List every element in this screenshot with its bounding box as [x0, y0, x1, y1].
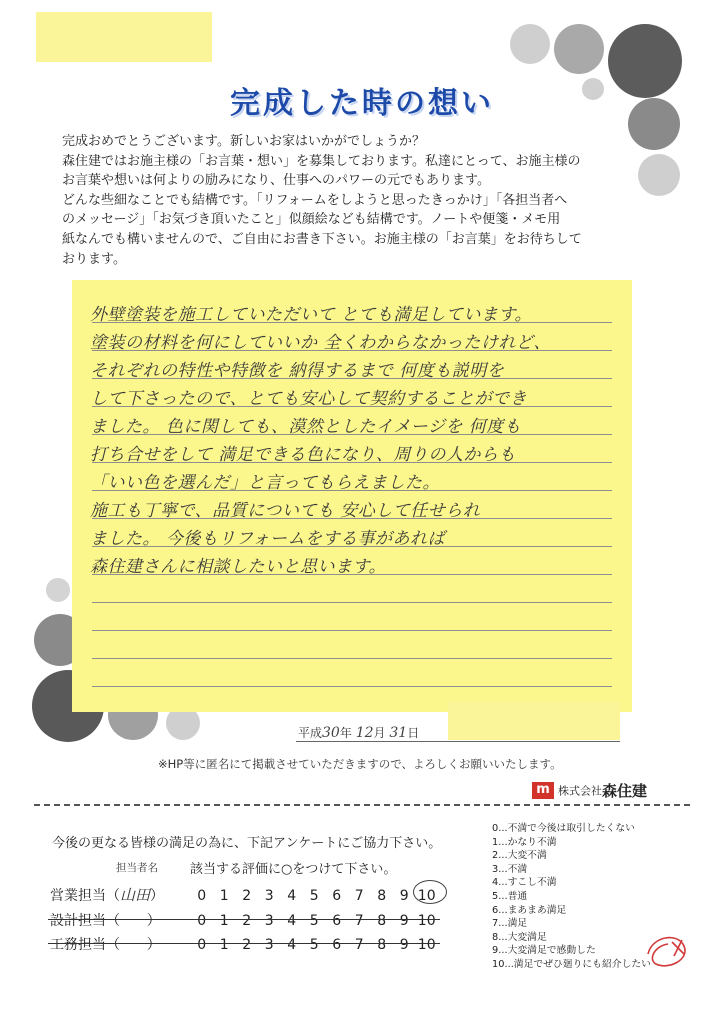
date-day: 31: [389, 725, 408, 741]
rating-scale: [186, 888, 438, 904]
intro-text: [62, 132, 674, 269]
legend-item: 10...満足でぜひ廻りにも紹介したい: [492, 958, 651, 970]
message-line: して下さったので、とても安心して契約することができ: [90, 389, 528, 409]
rating-option[interactable]: 3: [264, 888, 274, 904]
legend-item: 3...不満: [492, 863, 528, 875]
rating-option[interactable]: 4: [287, 937, 297, 953]
rating-scale: [186, 937, 438, 953]
intro-line: 完成おめでとうございます。新しいお家はいかがでしょうか？: [62, 134, 425, 149]
legend-item: 9...大変満足で感動した: [492, 945, 596, 957]
staff-name-field[interactable]: [106, 910, 186, 930]
rating-option[interactable]: 4: [287, 888, 297, 904]
legend-item: 2...大変不満: [492, 850, 547, 862]
date-era: 平成: [298, 726, 323, 740]
rating-option[interactable]: 9: [399, 913, 409, 929]
decor-circle: [46, 578, 70, 602]
rating-option[interactable]: 0: [197, 937, 207, 953]
survey-row-construction: [50, 934, 438, 954]
redacted-name-top: [36, 12, 212, 62]
legend-item: 1...かなり不満: [492, 836, 557, 848]
rating-option[interactable]: 5: [309, 913, 319, 929]
rating-option[interactable]: 5: [309, 888, 319, 904]
date-year: 30: [322, 725, 340, 741]
ruled-line: [92, 602, 612, 603]
rating-option[interactable]: 8: [377, 888, 387, 904]
rating-option[interactable]: 8: [377, 937, 387, 953]
rating-option[interactable]: 6: [332, 888, 342, 904]
date-day-unit: 日: [407, 726, 420, 740]
date-underline: [296, 741, 620, 742]
rating-option[interactable]: 4: [287, 913, 297, 929]
rating-option[interactable]: 2: [242, 888, 252, 904]
company-prefix: 株式会社: [558, 784, 602, 798]
rating-option[interactable]: 8: [377, 913, 387, 929]
rating-option[interactable]: 1: [219, 913, 229, 929]
decor-circle: [510, 24, 550, 64]
rating-option[interactable]: 10: [417, 913, 436, 929]
survey-instruction: 該当する評価に○をつけて下さい。: [190, 862, 397, 877]
rating-legend: [492, 822, 651, 972]
rating-option-selected[interactable]: 10: [417, 888, 436, 904]
staff-name-field[interactable]: [106, 934, 186, 954]
survey-row-design: [50, 910, 438, 930]
row-label: 設計担当: [50, 913, 106, 929]
intro-line: おります。: [62, 251, 126, 267]
staff-name: 山田: [120, 886, 151, 904]
selected-rating-circle: [413, 880, 447, 904]
legend-item: 8...大変満足: [492, 931, 547, 943]
strikethrough-line: [48, 919, 440, 920]
rating-option[interactable]: 0: [197, 913, 207, 929]
rating-option[interactable]: 2: [242, 913, 252, 929]
company-logo-icon: m: [532, 782, 554, 799]
rating-option[interactable]: 7: [354, 937, 364, 953]
message-line: 森住建さんに相談したいと思います。: [90, 557, 387, 577]
rating-option[interactable]: 7: [354, 888, 364, 904]
message-line: 施工も丁寧で、品質についても 安心して任せられ: [90, 501, 481, 521]
ruled-line: [92, 658, 612, 659]
date-year-unit: 年: [339, 726, 352, 740]
message-line: 外壁塗装を施工していただいて とても満足しています。: [90, 305, 533, 325]
company-block: [532, 780, 647, 801]
survey-title: 今後の更なる皆様の満足の為に、下記アンケートにご協力下さい。: [52, 836, 442, 851]
message-line: それぞれの特性や特徴を 納得するまで 何度も説明を: [90, 361, 505, 381]
intro-line: 森住建ではお施主様の「お言葉・想い」を募集しております。私達にとって、お施主様の: [62, 153, 581, 169]
message-line: 塗装の材料を何にしていいか 全くわからなかったけれど、: [90, 333, 551, 353]
legend-item: 7...満足: [492, 918, 528, 930]
page-title: 完成した時の想い: [230, 86, 494, 121]
decor-circle: [554, 24, 604, 74]
legend-item: 5...普通: [492, 890, 528, 902]
anonymity-note: ※HP等に匿名にて掲載させていただきますので、よろしくお願いいたします。: [158, 757, 562, 771]
legend-item: 4...すこし不満: [492, 877, 557, 889]
legend-item: 6...まあまあ満足: [492, 904, 567, 916]
survey-row-sales: [50, 884, 438, 905]
rating-option[interactable]: 5: [309, 937, 319, 953]
redacted-name-suffix: [204, 42, 216, 59]
company-name: 森住建: [602, 782, 648, 800]
paren-close: ）: [146, 913, 161, 929]
intro-line: 紙なんでも構いませんので、ご自由にお書き下さい。お施主様の「お言葉」をお待ちして: [62, 231, 582, 247]
row-label: 工務担当: [50, 937, 106, 953]
rating-option[interactable]: 9: [399, 937, 409, 953]
paren-close: ）: [150, 888, 165, 904]
staff-name-header: 担当者名: [116, 862, 158, 874]
rating-option[interactable]: 6: [332, 937, 342, 953]
message-line: ました。 今後もリフォームをする事があれば: [90, 529, 446, 549]
message-line: 打ち合せをして 満足できる色になり、周りの人からも: [90, 445, 516, 465]
paren-open: （: [106, 888, 120, 904]
date-field: [298, 724, 419, 741]
ruled-line: [92, 630, 612, 631]
rating-option[interactable]: 7: [354, 913, 364, 929]
rating-option[interactable]: 2: [242, 937, 252, 953]
message-line: ました。 色に関しても、漠然としたイメージを 何度も: [90, 417, 522, 437]
row-label: 営業担当: [50, 888, 106, 904]
date-month-unit: 月: [373, 726, 386, 740]
rating-option[interactable]: 0: [197, 888, 207, 904]
rating-option[interactable]: 3: [264, 913, 274, 929]
paren-close: ）: [146, 937, 161, 953]
rating-scale: [186, 913, 438, 929]
ruled-line: [92, 686, 612, 687]
dashed-divider: [34, 804, 690, 806]
rating-option[interactable]: 1: [219, 937, 229, 953]
rating-option[interactable]: 9: [399, 888, 409, 904]
paren-open: （: [106, 913, 120, 929]
intro-line: お言葉や想いは何よりの励みになり、仕事へのパワーの元でもあります。: [62, 173, 490, 189]
date-month: 12: [355, 725, 374, 741]
rating-option[interactable]: 3: [264, 937, 274, 953]
legend-item: 0...不満で今後は取引したくない: [492, 823, 635, 834]
message-line: 「いい色を選んだ」と言ってもらえました。: [90, 473, 440, 493]
staff-name-field[interactable]: [106, 884, 186, 905]
rating-option[interactable]: 10: [417, 937, 436, 953]
strikethrough-line: [48, 943, 440, 944]
rating-option[interactable]: 6: [332, 913, 342, 929]
red-check-mark-icon: [638, 924, 696, 976]
rating-option[interactable]: 1: [219, 888, 229, 904]
intro-line: のメッセージ」「お気づき頂いたこと」似顔絵なども結構です。ノートや便箋・メモ用: [62, 212, 561, 228]
paren-open: （: [106, 937, 120, 953]
intro-line: どんな些細なことでも結構です。「リフォームをしようと思ったきっかけ」「各担当者へ: [62, 192, 568, 208]
redacted-signature: [448, 702, 620, 740]
